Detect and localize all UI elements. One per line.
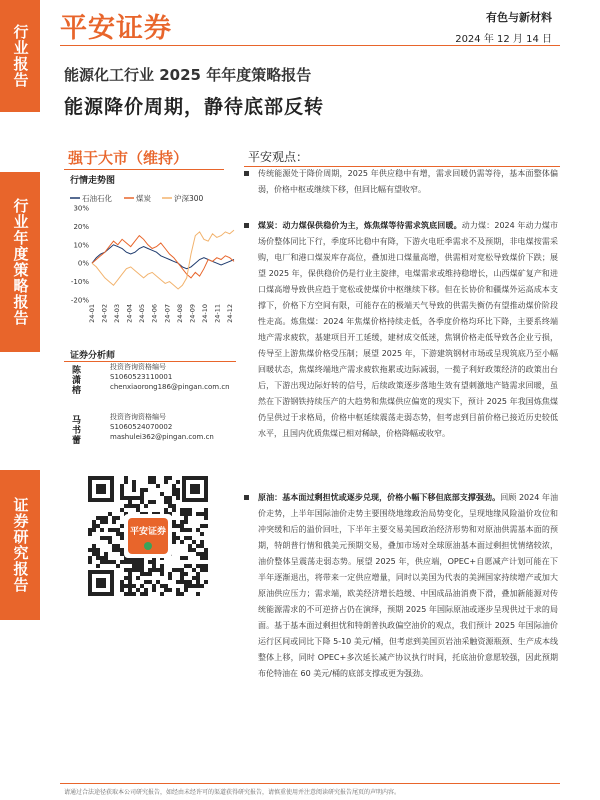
- x-tick-label: 24-06: [150, 304, 159, 323]
- x-tick-label: 24-10: [200, 304, 209, 323]
- x-tick-label: 24-05: [138, 304, 147, 323]
- analyst-name: 马书蕾: [72, 416, 82, 446]
- x-tick-label: 24-04: [125, 304, 134, 323]
- analyst-cert: S1060524070002: [110, 423, 173, 431]
- y-tick-label: 0%: [77, 259, 89, 268]
- logo: 平安证券: [60, 13, 172, 44]
- analyst-email[interactable]: chenxiaorong186@pingan.com.cn: [110, 383, 230, 391]
- x-tick-label: 24-12: [226, 304, 234, 323]
- analyst-info: [110, 412, 214, 442]
- bullet-coal: [248, 218, 558, 442]
- y-tick-label: 30%: [73, 204, 89, 213]
- legend-label: 石油石化: [82, 194, 112, 203]
- side-label-annual-strategy: 行业年度策略报告: [0, 172, 40, 352]
- side-strip: [0, 0, 40, 800]
- analyst-cert-label: 投资咨询资格编号: [110, 363, 166, 371]
- side-label-industry-report: 行业报告: [0, 0, 40, 112]
- analyst-section-title: 证券分析师: [70, 351, 116, 361]
- y-tick-label: -20%: [70, 296, 89, 305]
- bullet-lead: 原油：基本面过剩担忧或逐步兑现，价格小幅下移但底部支撑强劲。: [258, 493, 501, 502]
- price-trend-chart: [64, 190, 240, 338]
- x-tick-label: 24-11: [213, 304, 222, 323]
- analyst-email[interactable]: mashulei362@pingan.com.cn: [110, 433, 214, 441]
- bullet-text: 回顾 2024 年油价走势，上半年国际油价走势主要围绕地缘政治局势变化，呈现地缘风险溢价攻位和冲突缓和后的溢价回吐，下半年主要交易美国政治经济形势和对原油供需基本面的预期，特朗普行情和俄美元预期交易，叠加市场对全球原油基本面过剩担忧情绪较浓，油价整体呈震荡走弱态势。展望 2025 年，供应端，OPEC+自愿减产计划可能在下半年逐渐退出，将带来一定供应增量，同时以美国为代表的美洲国家持续增产或加大原油供应压力；需求端，欧美经济增长趋缓、中国成品油消费下滑，叠加新能源对传统能源需求的不可逆挤占仍在演绎，预期 2025 年国际原油或逐步呈现供过于求的局面。基于基本面过剩担忧和特朗普执政偏空油价的观点，我们预计 2025 年国际油价运行区间或同比下降 5-10 美元/桶，但考虑到美国页岩油采触资源瓶颈、生产成本线整体上移，同时 OPEC+多次延长减产协议执行时间，托底油价意愿较强，因此预期布伦特油在 60 美元/桶的底部支撑或更为强劲。: [258, 493, 558, 678]
- footer-divider: [60, 783, 560, 784]
- x-tick-label: 24-03: [113, 304, 122, 323]
- x-tick-label: 24-02: [100, 304, 109, 323]
- bullet-summary: [248, 166, 558, 198]
- legend-label: 沪深300: [174, 194, 204, 203]
- rating: 强于大市（维持）: [68, 149, 189, 167]
- x-tick-label: 24-09: [188, 304, 197, 323]
- analyst-info: [110, 362, 230, 392]
- header-divider: [60, 45, 560, 46]
- x-tick-label: 24-08: [175, 304, 184, 323]
- series-line: [92, 245, 234, 269]
- y-tick-label: -10%: [70, 278, 89, 287]
- report-title: 能源化工行业 2025 年年度策略报告: [64, 66, 312, 84]
- bullet-text: 传统能源处于降价周期，2025 年供应稳中有增，需求回暖仍需等待，基本面整体偏弱，价格中枢或继续下移，但回比幅有望收窄。: [258, 169, 558, 194]
- analyst-cert-label: 投资咨询资格编号: [110, 413, 166, 421]
- legend-label: 煤炭: [136, 194, 151, 203]
- rating-divider: [64, 169, 224, 170]
- chart-title: 行情走势图: [70, 176, 116, 186]
- sector-label: 有色与新材料: [486, 11, 552, 24]
- series-line: [92, 230, 234, 289]
- report-date: 2024 年 12 月 14 日: [455, 34, 552, 45]
- qr-code-image: [86, 474, 210, 598]
- footer-disclaimer: 请通过合法途径获取本公司研究报告，如经由未经许可的渠道获得研究报告，请慎重使用并注意阅读研究报告尾页的声明内容。: [64, 789, 401, 796]
- analyst-cert: S1060523110001: [110, 373, 173, 381]
- chart-svg: [64, 190, 240, 338]
- x-tick-label: 24-07: [163, 304, 172, 323]
- headline: 能源降价周期，静待底部反转: [64, 96, 325, 118]
- qr-code[interactable]: [86, 474, 210, 598]
- qr-brand: 平安证券: [129, 527, 167, 537]
- side-label-securities-research: 证券研究报告: [0, 470, 40, 620]
- bullet-text: 动力煤：2024 年动力煤市场价整体同比下行，季度环比稳中有降，下游火电旺季需求不及预期，非电煤按需采购，电厂和港口煤炭库存高位，叠加进口煤量高增，供需相对宽松导致煤价下跌；展望 2025 年，保供稳价仍是行业主旋律，电煤需求或维持稳增长，山西煤矿复产和进口煤高增导致供应趋于宽松或使煤价中枢继续下移。但在长协价和疆煤外运高成本支撑下，价格下方空间有限，可能存在的极端天气导致的供需失衡仍有望推动煤价阶段性走高。炼焦煤：2024 年焦煤价格持续走低，各季度价格均环比下降，主要系终端地产需求疲软，基建项目开工延缓，建材成交低迷，焦钢价格走低导致各企业亏损，传导至上游焦煤价格受压制；展望 2025 年，下游建筑钢材市场或呈现筑底乃至小幅回暖状态，焦煤终端地产需求疲软拖累或边际减弱，一揽子利好政策经济的政策出台后，下游出现边际好转的信号，后续政策逐步落地生效有望刺激地产链需求回暖，虽然在下游钢铁持续压产的大趋势和焦煤供应偏宽的现实下，预计 2025 年我国炼焦煤仍呈供过于求格局，价格中枢延续震荡走弱态势，但考虑到目前价格已接近历史较低水平，且国内优质焦煤已相对稀缺，价格降幅或收窄。: [258, 221, 558, 438]
- analyst-name: 陈潇榕: [72, 366, 82, 396]
- x-tick-label: 24-01: [88, 304, 96, 323]
- y-tick-label: 10%: [73, 241, 89, 250]
- view-title: 平安观点：: [248, 150, 309, 164]
- y-tick-label: 20%: [73, 222, 89, 231]
- bullet-lead: 煤炭：动力煤保供稳价为主，炼焦煤等待需求筑底回暖。: [258, 221, 462, 230]
- bullet-oil: [248, 490, 558, 682]
